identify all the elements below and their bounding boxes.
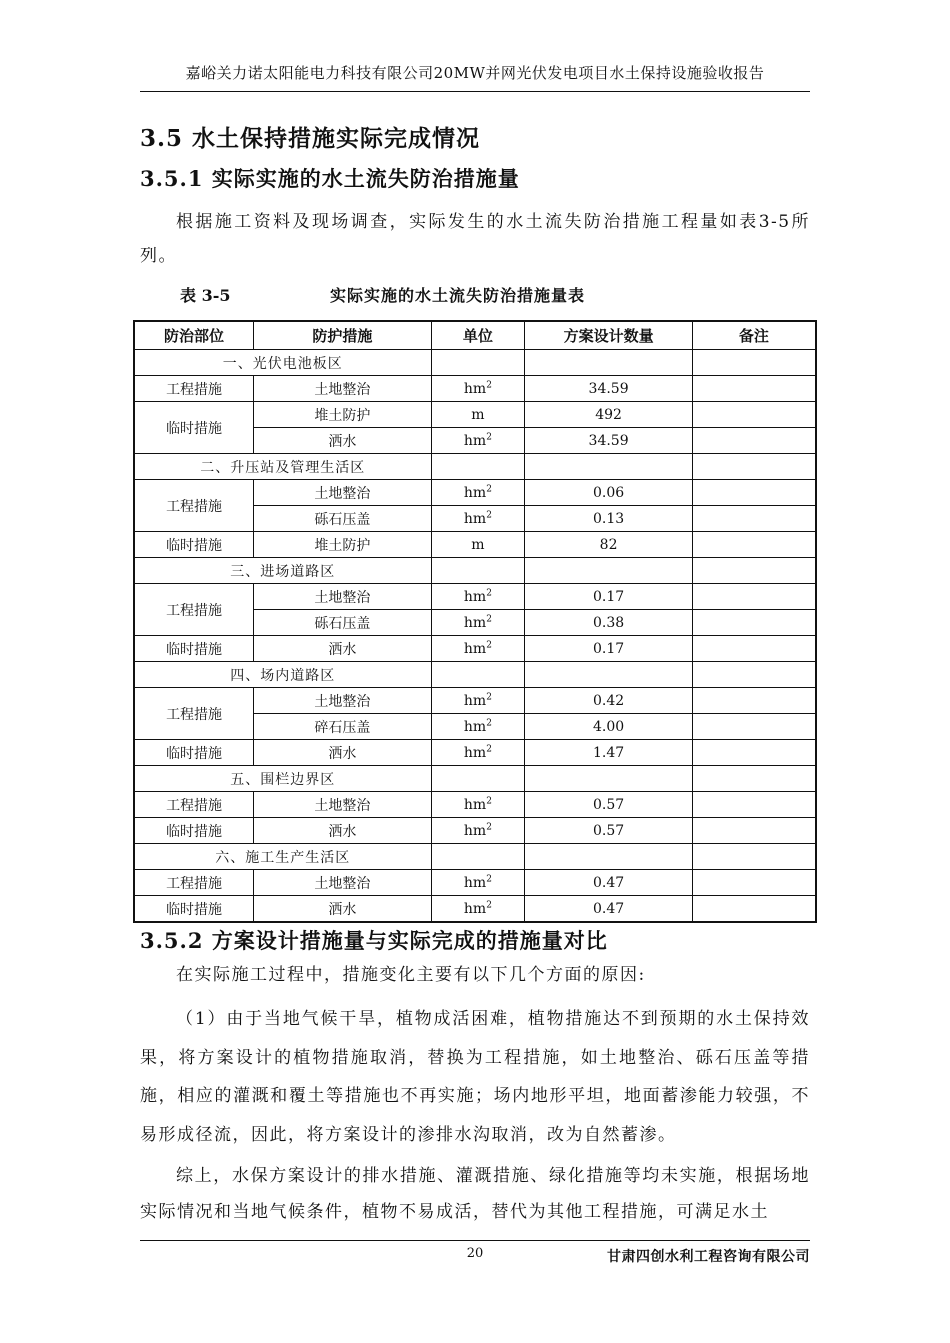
- unit-text: hm: [463, 718, 487, 735]
- page-number: 20: [466, 1246, 484, 1261]
- zone-name: 六、施工生产生活区: [134, 844, 431, 870]
- unit-cell: [431, 584, 525, 610]
- empty-cell: [692, 558, 816, 584]
- quantity-cell: 0.13: [525, 506, 693, 532]
- header-cell: 防治部位: [134, 321, 254, 350]
- table-row: [134, 740, 816, 766]
- remark-cell: [692, 506, 816, 532]
- remark-cell: [692, 636, 816, 662]
- quantity-cell: 0.47: [525, 896, 693, 923]
- empty-cell: [692, 350, 816, 376]
- unit-cell: [431, 428, 525, 454]
- quantity-cell: 4.00: [525, 714, 693, 740]
- measure-cell: 堆土防护: [254, 532, 431, 558]
- remark-cell: [692, 584, 816, 610]
- measures-table: [133, 320, 817, 923]
- unit-exponent: 2: [486, 899, 492, 910]
- remark-cell: [692, 532, 816, 558]
- header-cell: 防护措施: [254, 321, 431, 350]
- measure-cell: 洒水: [254, 818, 431, 844]
- unit-text: m: [471, 536, 485, 553]
- unit-text: hm: [463, 380, 487, 397]
- unit-cell: [431, 636, 525, 662]
- unit-exponent: 2: [486, 509, 492, 520]
- unit-text: m: [471, 406, 485, 423]
- remark-cell: [692, 896, 816, 923]
- unit-cell: [431, 480, 525, 506]
- measure-cell: 土地整治: [254, 792, 431, 818]
- zone-row: [134, 844, 816, 870]
- unit-text: hm: [463, 692, 487, 709]
- quantity-cell: 0.17: [525, 584, 693, 610]
- empty-cell: [525, 350, 693, 376]
- quantity-cell: 82: [525, 532, 693, 558]
- unit-text: hm: [463, 588, 487, 605]
- table-row: [134, 818, 816, 844]
- table-row: [134, 532, 816, 558]
- footer-company: 甘肃四创水利工程咨询有限公司: [607, 1249, 810, 1265]
- measure-cell: 洒水: [254, 740, 431, 766]
- remark-cell: [692, 740, 816, 766]
- measure-cell: 土地整治: [254, 688, 431, 714]
- unit-text: hm: [463, 822, 487, 839]
- quantity-cell: 0.42: [525, 688, 693, 714]
- quantity-cell: 0.17: [525, 636, 693, 662]
- running-header: 嘉峪关力诺太阳能电力科技有限公司20MW并网光伏发电项目水土保持设施验收报告: [140, 62, 810, 92]
- remark-cell: [692, 376, 816, 402]
- header-cell: 备注: [692, 321, 816, 350]
- section-3-5-1-title: 3.5.1 实际实施的水土流失防治措施量: [140, 166, 520, 191]
- remark-cell: [692, 818, 816, 844]
- empty-cell: [525, 558, 693, 584]
- unit-cell: [431, 870, 525, 896]
- unit-cell: [431, 402, 525, 428]
- empty-cell: [431, 662, 525, 688]
- remark-cell: [692, 714, 816, 740]
- unit-cell: [431, 740, 525, 766]
- empty-cell: [525, 844, 693, 870]
- empty-cell: [525, 662, 693, 688]
- reason-1-paragraph: （1）由于当地气候干旱，植物成活困难，植物措施达不到预期的水土保持效果，将方案设计的植物措施取消，替换为工程措施，如土地整治、砾石压盖等措施，相应的灌溉和覆土等措施也不再实施；场内地形平坦，地面蓄渗能力较强，不易形成径流，因此，将方案设计的渗排水沟取消，改为自然蓄渗。: [140, 1009, 810, 1145]
- empty-cell: [431, 766, 525, 792]
- quantity-cell: 492: [525, 402, 693, 428]
- unit-cell: [431, 532, 525, 558]
- unit-exponent: 2: [486, 613, 492, 624]
- remark-cell: [692, 480, 816, 506]
- table-row: [134, 896, 816, 923]
- unit-exponent: 2: [486, 587, 492, 598]
- table-row: [134, 636, 816, 662]
- quantity-cell: 0.38: [525, 610, 693, 636]
- unit-cell: [431, 896, 525, 923]
- measure-cell: 洒水: [254, 636, 431, 662]
- zone-row: [134, 766, 816, 792]
- unit-exponent: 2: [486, 691, 492, 702]
- unit-exponent: 2: [486, 431, 492, 442]
- empty-cell: [692, 844, 816, 870]
- category-cell: 临时措施: [134, 818, 254, 844]
- header-cell: 方案设计数量: [525, 321, 693, 350]
- unit-cell: [431, 376, 525, 402]
- measure-cell: 洒水: [254, 428, 431, 454]
- unit-cell: [431, 792, 525, 818]
- unit-exponent: 2: [486, 795, 492, 806]
- empty-cell: [431, 844, 525, 870]
- table-row: [134, 792, 816, 818]
- category-cell: 临时措施: [134, 636, 254, 662]
- empty-cell: [431, 454, 525, 480]
- zone-row: [134, 350, 816, 376]
- category-cell: 临时措施: [134, 740, 254, 766]
- unit-text: hm: [463, 640, 487, 657]
- table-row: [134, 402, 816, 428]
- quantity-cell: 0.06: [525, 480, 693, 506]
- remark-cell: [692, 428, 816, 454]
- unit-text: hm: [463, 900, 487, 917]
- unit-exponent: 2: [486, 717, 492, 728]
- table-row: [134, 480, 816, 506]
- zone-name: 四、场内道路区: [134, 662, 431, 688]
- table-title: 实际实施的水土流失防治措施量表: [330, 286, 586, 305]
- intro-paragraph: 根据施工资料及现场调查，实际发生的水土流失防治措施工程量如表3-5所列。: [140, 212, 810, 266]
- table-row: [134, 584, 816, 610]
- quantity-cell: 0.57: [525, 792, 693, 818]
- section-3-5-2-title: 3.5.2 方案设计措施量与实际完成的措施量对比: [140, 928, 608, 953]
- zone-row: [134, 662, 816, 688]
- unit-text: hm: [463, 432, 487, 449]
- unit-cell: [431, 818, 525, 844]
- measure-cell: 碎石压盖: [254, 714, 431, 740]
- unit-text: hm: [463, 484, 487, 501]
- zone-name: 二、升压站及管理生活区: [134, 454, 431, 480]
- category-cell: 临时措施: [134, 896, 254, 923]
- unit-cell: [431, 688, 525, 714]
- remark-cell: [692, 610, 816, 636]
- unit-cell: [431, 506, 525, 532]
- unit-cell: [431, 610, 525, 636]
- zone-row: [134, 454, 816, 480]
- category-cell: 工程措施: [134, 376, 254, 402]
- quantity-cell: 34.59: [525, 376, 693, 402]
- empty-cell: [525, 454, 693, 480]
- unit-text: hm: [463, 874, 487, 891]
- category-cell: 临时措施: [134, 402, 254, 454]
- table-number: 表 3-5: [180, 286, 231, 305]
- measure-cell: 洒水: [254, 896, 431, 923]
- measure-cell: 砾石压盖: [254, 610, 431, 636]
- unit-exponent: 2: [486, 873, 492, 884]
- remark-cell: [692, 792, 816, 818]
- unit-text: hm: [463, 796, 487, 813]
- remark-cell: [692, 870, 816, 896]
- comparison-intro: 在实际施工过程中，措施变化主要有以下几个方面的原因:: [176, 965, 646, 985]
- zone-name: 一、光伏电池板区: [134, 350, 431, 376]
- empty-cell: [525, 766, 693, 792]
- zone-row: [134, 558, 816, 584]
- table-row: [134, 870, 816, 896]
- measure-cell: 堆土防护: [254, 402, 431, 428]
- table-row: [134, 688, 816, 714]
- zone-name: 五、围栏边界区: [134, 766, 431, 792]
- measure-cell: 砾石压盖: [254, 506, 431, 532]
- quantity-cell: 0.47: [525, 870, 693, 896]
- measure-cell: 土地整治: [254, 480, 431, 506]
- unit-exponent: 2: [486, 639, 492, 650]
- measure-cell: 土地整治: [254, 584, 431, 610]
- summary-paragraph: 综上，水保方案设计的排水措施、灌溉措施、绿化措施等均未实施，根据场地实际情况和当地气候条件，植物不易成活，替代为其他工程措施，可满足水土: [140, 1166, 810, 1222]
- unit-exponent: 2: [486, 821, 492, 832]
- unit-exponent: 2: [486, 379, 492, 390]
- measure-cell: 土地整治: [254, 870, 431, 896]
- empty-cell: [431, 350, 525, 376]
- table-header-row: [134, 321, 816, 350]
- empty-cell: [692, 454, 816, 480]
- empty-cell: [692, 662, 816, 688]
- category-cell: 工程措施: [134, 480, 254, 532]
- unit-text: hm: [463, 744, 487, 761]
- table-body: [134, 350, 816, 923]
- empty-cell: [692, 766, 816, 792]
- quantity-cell: 34.59: [525, 428, 693, 454]
- remark-cell: [692, 402, 816, 428]
- zone-name: 三、进场道路区: [134, 558, 431, 584]
- remark-cell: [692, 688, 816, 714]
- category-cell: 工程措施: [134, 870, 254, 896]
- unit-exponent: 2: [486, 743, 492, 754]
- unit-text: hm: [463, 510, 487, 527]
- unit-text: hm: [463, 614, 487, 631]
- table-row: [134, 376, 816, 402]
- category-cell: 临时措施: [134, 532, 254, 558]
- category-cell: 工程措施: [134, 688, 254, 740]
- quantity-cell: 1.47: [525, 740, 693, 766]
- quantity-cell: 0.57: [525, 818, 693, 844]
- section-3-5-title: 3.5 水土保持措施实际完成情况: [140, 125, 481, 152]
- footer-rule: [140, 1240, 810, 1241]
- header-cell: 单位: [431, 321, 525, 350]
- unit-exponent: 2: [486, 483, 492, 494]
- measure-cell: 土地整治: [254, 376, 431, 402]
- empty-cell: [431, 558, 525, 584]
- category-cell: 工程措施: [134, 584, 254, 636]
- unit-cell: [431, 714, 525, 740]
- category-cell: 工程措施: [134, 792, 254, 818]
